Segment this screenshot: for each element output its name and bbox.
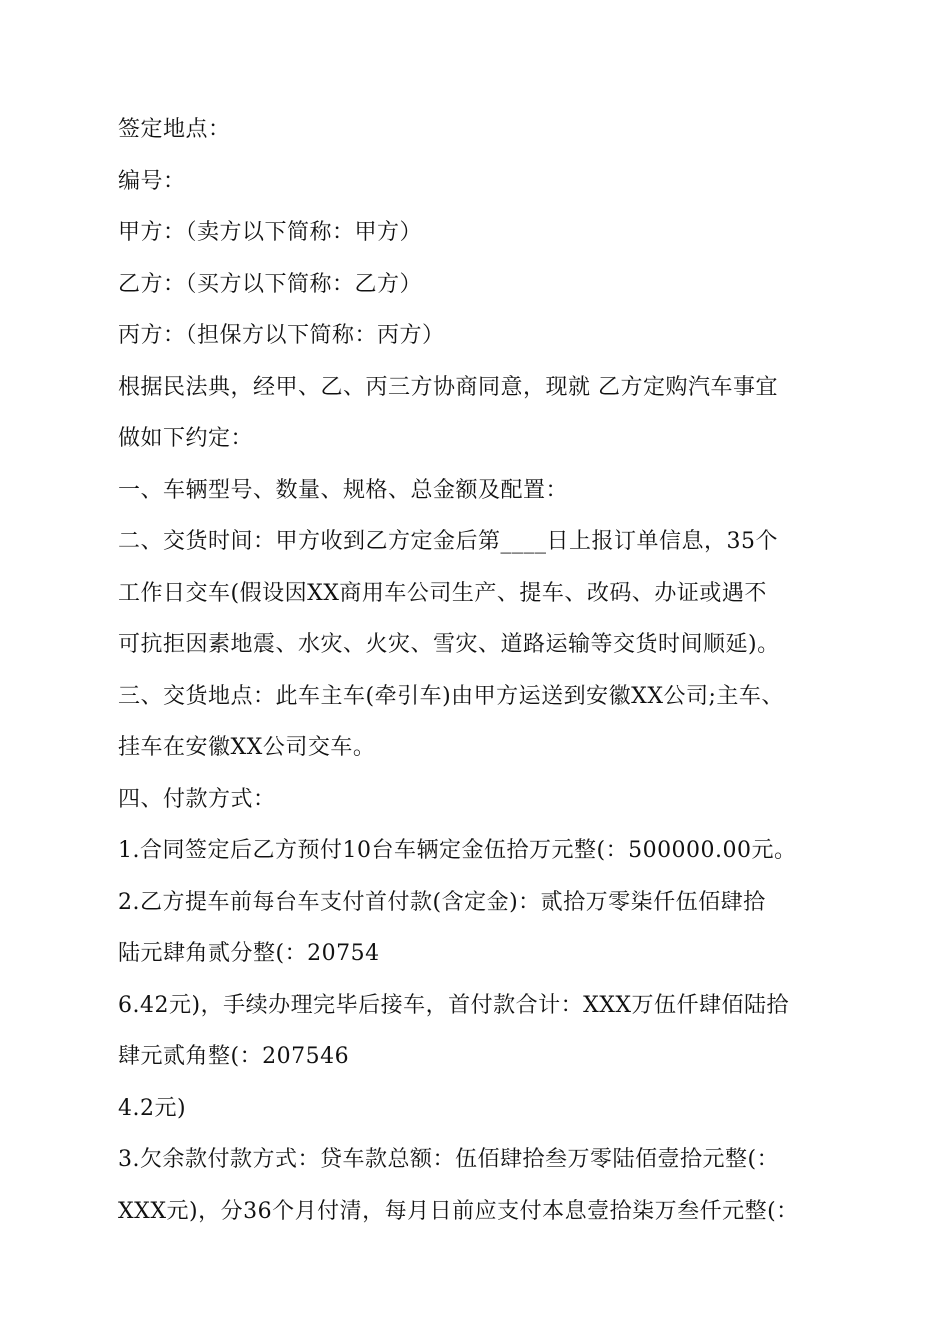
payment-item-3-line-2: XXX元)，分36个月付清，每月日前应支付本息壹拾柒万叁仟元整(： [118,1198,799,1224]
signing-location-line: 签定地点： [118,117,231,142]
section-2-line-3: 可抗拒因素地震、水灾、火灾、雪灾、道路运输等交货时间顺延)。 [118,632,780,657]
preamble-line-1: 根据民法典，经甲、乙、丙三方协商同意，现就 乙方定购汽车事宜 [118,374,778,400]
party-c-line: 丙方：（担保方以下简称：丙方） [118,323,445,348]
section-2-line-2: 工作日交车(假设因XX商用车公司生产、提车、改码、办证或遇不 [118,580,767,606]
payment-item-2-line-1: 2.乙方提车前每台车支付首付款(含定金)：贰拾万零柒仟伍佰肆拾 [118,889,766,915]
payment-item-1: 1.合同签定后乙方预付10台车辆定金伍拾万元整(：500000.00元。 [118,838,797,863]
party-a-line: 甲方：（卖方以下简称：甲方） [118,220,423,245]
contract-body [118,104,838,1237]
section-3-line-1: 三、交货地点：此车主车(牵引车)由甲方运送到安徽XX公司;主车、 [118,683,784,709]
payment-item-2-line-2: 陆元肆角贰分整(：20754 [118,941,380,966]
section-2-line-1: 二、交货时间：甲方收到乙方定金后第____日上报订单信息，35个 [118,529,778,554]
section-1-heading: 一、车辆型号、数量、规格、总金额及配置： [118,477,569,503]
contract-number-line: 编号： [118,168,186,194]
payment-item-2-line-5: 4.2元) [118,1095,187,1121]
section-3-line-2: 挂车在安徽XX公司交车。 [118,735,376,760]
payment-item-3-line-1: 3.欠余款付款方式：贷车款总额：伍佰肆拾叁万零陆佰壹拾元整(： [118,1147,780,1172]
party-b-line: 乙方：（买方以下简称：乙方） [118,271,423,297]
payment-item-2-line-3: 6.42元)，手续办理完毕后接车，首付款合计：XXX万伍仟肆佰陆拾 [118,992,790,1018]
section-4-heading: 四、付款方式： [118,786,276,812]
preamble-line-2: 做如下约定： [118,426,254,451]
payment-item-2-line-4: 肆元贰角整(：207546 [118,1044,350,1069]
